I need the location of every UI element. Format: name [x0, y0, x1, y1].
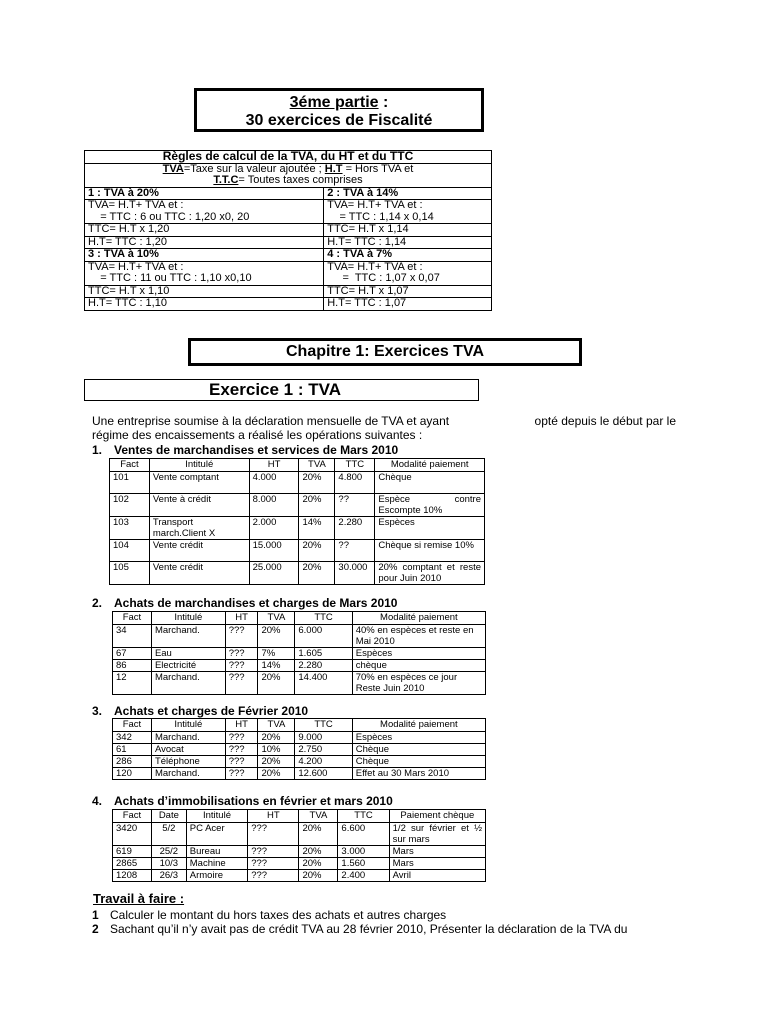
- section-1-title: Ventes de marchandises et services de Mars 2010: [114, 443, 399, 457]
- table-cell: 20% comptant et reste pour Juin 2010: [375, 562, 485, 585]
- table-cell: 6.000: [295, 625, 352, 648]
- table-cell: 2.280: [295, 660, 352, 672]
- table-cell: 105: [110, 562, 150, 585]
- rules-row: [85, 298, 492, 311]
- table-cell: 20%: [299, 823, 338, 846]
- def-tva-text: =Taxe sur la valeur ajoutée ;: [183, 162, 322, 175]
- column-header: Intitulé: [149, 459, 249, 472]
- table-cell: 20%: [299, 494, 335, 517]
- table-cell: 1208: [113, 870, 152, 882]
- table-cell: 1.560: [338, 858, 389, 870]
- table-cell: ???: [225, 756, 258, 768]
- intro-paragraph: [92, 414, 676, 442]
- table-cell: 2.280: [335, 517, 375, 540]
- rules-cell: H.T= TTC : 1,07: [324, 298, 492, 311]
- table-cell: 26/3: [151, 870, 186, 882]
- table-cell: 14%: [258, 660, 295, 672]
- column-header: TVA: [258, 719, 295, 732]
- purchases-march-table: [112, 611, 486, 695]
- table-cell: ???: [225, 660, 258, 672]
- table-row: [110, 517, 485, 540]
- table-row: [110, 562, 485, 585]
- rules-cell: TTC= H.T x 1,14: [324, 224, 492, 237]
- rules-row: [85, 200, 492, 224]
- table-cell: 2.750: [295, 744, 352, 756]
- column-header: TTC: [295, 612, 352, 625]
- table-row: [113, 732, 486, 744]
- rules-cell: TTC= H.T x 1,07: [324, 285, 492, 298]
- section-1-num: 1.: [92, 443, 103, 457]
- table-cell: Effet au 30 Mars 2010: [352, 768, 485, 780]
- rules-cell: H.T= TTC : 1,10: [85, 298, 324, 311]
- table-cell: 20%: [299, 870, 338, 882]
- table-cell: ??: [335, 540, 375, 562]
- table-cell: 15.000: [249, 540, 299, 562]
- intro-left: Une entreprise soumise à la déclaration mensuelle de TVA et ayant: [92, 414, 450, 428]
- column-header: Modalité paiement: [352, 612, 485, 625]
- table-cell: 103: [110, 517, 150, 540]
- section-4-heading: [92, 794, 393, 808]
- table-row: [113, 660, 486, 672]
- table-cell: Chèque si remise 10%: [375, 540, 485, 562]
- rules-definitions: [85, 163, 492, 187]
- column-header: HT: [248, 810, 299, 823]
- table-cell: 40% en espèces et reste en Mai 2010: [352, 625, 485, 648]
- table-cell: ???: [248, 870, 299, 882]
- table-cell: 20%: [299, 562, 335, 585]
- rules-block-head: [85, 187, 492, 200]
- task-1-num: 1: [92, 908, 99, 922]
- table-cell: ???: [248, 823, 299, 846]
- rules-cell: TVA= H.T+ TVA et : = TTC : 1,07 x 0,07: [324, 261, 492, 285]
- column-header: Date: [151, 810, 186, 823]
- rules-rate-head: 4 : TVA à 7%: [324, 249, 492, 262]
- table-row: [113, 756, 486, 768]
- rules-row: [85, 236, 492, 249]
- table-cell: ???: [248, 846, 299, 858]
- table-row: [113, 744, 486, 756]
- def-tva-abbr: TVA: [162, 162, 184, 175]
- table-cell: 286: [113, 756, 152, 768]
- table-cell: Bureau: [186, 846, 247, 858]
- column-header: TVA: [258, 612, 295, 625]
- table-cell: 10/3: [151, 858, 186, 870]
- table-cell: 3.000: [338, 846, 389, 858]
- table-cell: 342: [113, 732, 152, 744]
- table-row: [110, 494, 485, 517]
- table-cell: 1.605: [295, 648, 352, 660]
- table-cell: 12.600: [295, 768, 352, 780]
- rules-cell: H.T= TTC : 1,14: [324, 236, 492, 249]
- def-ht-text: = Hors TVA et: [342, 162, 414, 175]
- table-cell: Transport march.Client X: [149, 517, 249, 540]
- part-heading: [197, 94, 481, 112]
- part-suffix: :: [378, 94, 389, 111]
- table-row: [113, 625, 486, 648]
- rules-cell: TVA= H.T+ TVA et : = TTC : 1,14 x 0,14: [324, 200, 492, 224]
- table-cell: 4.200: [295, 756, 352, 768]
- task-2-num: 2: [92, 922, 99, 936]
- table-cell: 86: [113, 660, 152, 672]
- table-row: [113, 648, 486, 660]
- rules-title: Règles de calcul de la TVA, du HT et du TTC: [85, 151, 492, 164]
- column-header: HT: [225, 612, 258, 625]
- table-cell: 25.000: [249, 562, 299, 585]
- table-cell: ???: [225, 625, 258, 648]
- table-cell: Marchand.: [151, 625, 225, 648]
- table-row: [113, 846, 486, 858]
- table-cell: Machine: [186, 858, 247, 870]
- rules-cell: TVA= H.T+ TVA et : = TTC : 6 ou TTC : 1,20 x0, 20: [85, 200, 324, 224]
- table-cell: Avocat: [151, 744, 225, 756]
- section-1-heading: [92, 443, 398, 457]
- table-cell: 619: [113, 846, 152, 858]
- table-cell: 2865: [113, 858, 152, 870]
- table-cell: Mars: [389, 846, 485, 858]
- purchases-february-table: [112, 718, 486, 780]
- task-1-text: Calculer le montant du hors taxes des achats et autres charges: [110, 908, 447, 922]
- table-cell: 104: [110, 540, 150, 562]
- section-2-num: 2.: [92, 596, 103, 610]
- table-cell: Electricité: [151, 660, 225, 672]
- task-1: [92, 908, 446, 922]
- table-cell: Espèces: [352, 648, 485, 660]
- table-cell: 2.400: [338, 870, 389, 882]
- table-header-row: [110, 459, 485, 472]
- section-3-num: 3.: [92, 704, 103, 718]
- table-cell: Chèque: [352, 756, 485, 768]
- rules-rate-head: 1 : TVA à 20%: [85, 187, 324, 200]
- table-cell: 120: [113, 768, 152, 780]
- tva-rules-table: [84, 150, 492, 311]
- table-cell: 20%: [258, 672, 295, 695]
- sales-table: [109, 458, 485, 585]
- column-header: TTC: [295, 719, 352, 732]
- column-header: Fact: [113, 719, 152, 732]
- table-row: [113, 870, 486, 882]
- table-cell: 3420: [113, 823, 152, 846]
- intro-right: opté depuis le début par le: [534, 414, 676, 428]
- table-cell: Espèces: [375, 517, 485, 540]
- table-cell: ???: [225, 732, 258, 744]
- rules-row: [85, 261, 492, 285]
- column-header: Modalité paiement: [375, 459, 485, 472]
- rules-cell: TTC= H.T x 1,10: [85, 285, 324, 298]
- def-ttc-abbr: T.T.C: [213, 174, 239, 186]
- part-label: 3éme partie: [289, 94, 379, 111]
- table-cell: Chèque: [375, 472, 485, 494]
- rules-row: [85, 285, 492, 298]
- table-cell: 20%: [258, 732, 295, 744]
- table-cell: 20%: [299, 540, 335, 562]
- table-row: [113, 768, 486, 780]
- column-header: HT: [249, 459, 299, 472]
- table-cell: 20%: [299, 858, 338, 870]
- part-subtitle: 30 exercices de Fiscalité: [245, 112, 433, 129]
- table-cell: 67: [113, 648, 152, 660]
- section-2-heading: [92, 596, 397, 610]
- table-cell: 4.000: [249, 472, 299, 494]
- column-header: TVA: [299, 459, 335, 472]
- table-cell: 20%: [258, 756, 295, 768]
- table-cell: ???: [225, 672, 258, 695]
- column-header: TVA: [299, 810, 338, 823]
- task-2-text: Sachant qu’il n’y avait pas de crédit TVA au 28 février 2010, Présenter la déclaration de la TVA du: [110, 922, 628, 936]
- table-cell: 6.600: [338, 823, 389, 846]
- rules-block-head: [85, 249, 492, 262]
- rules-cell: TVA= H.T+ TVA et : = TTC : 11 ou TTC : 1,10 x0,10: [85, 261, 324, 285]
- part-title-box: [194, 88, 484, 132]
- table-cell: 8.000: [249, 494, 299, 517]
- table-cell: 2.000: [249, 517, 299, 540]
- section-2-title: Achats de marchandises et charges de Mars 2010: [114, 596, 398, 610]
- table-cell: Vente comptant: [149, 472, 249, 494]
- def-ht-abbr: H.T: [324, 162, 343, 175]
- table-header-row: [113, 612, 486, 625]
- table-row: [113, 823, 486, 846]
- table-cell: Chèque: [352, 744, 485, 756]
- table-cell: 12: [113, 672, 152, 695]
- rules-cell: H.T= TTC : 1,20: [85, 236, 324, 249]
- table-cell: 25/2: [151, 846, 186, 858]
- column-header: TTC: [335, 459, 375, 472]
- table-cell: Marchand.: [151, 768, 225, 780]
- table-cell: PC Acer: [186, 823, 247, 846]
- table-cell: ???: [248, 858, 299, 870]
- table-cell: 70% en espèces ce jour Reste Juin 2010: [352, 672, 485, 695]
- table-cell: 9.000: [295, 732, 352, 744]
- rules-cell: TTC= H.T x 1,20: [85, 224, 324, 237]
- task-2: [92, 922, 627, 936]
- column-header: Intitulé: [186, 810, 247, 823]
- table-cell: 4.800: [335, 472, 375, 494]
- table-cell: 20%: [299, 472, 335, 494]
- table-cell: Avril: [389, 870, 485, 882]
- section-4-title: Achats d’immobilisations en février et mars 2010: [114, 794, 393, 808]
- fixed-assets-table: [112, 809, 486, 882]
- column-header: Intitulé: [151, 719, 225, 732]
- column-header: TTC: [338, 810, 389, 823]
- table-row: [110, 540, 485, 562]
- section-4-num: 4.: [92, 794, 103, 808]
- table-cell: 30.000: [335, 562, 375, 585]
- table-cell: 14.400: [295, 672, 352, 695]
- column-header: Paiement chèque: [389, 810, 485, 823]
- table-cell: ???: [225, 648, 258, 660]
- table-cell: Vente crédit: [149, 540, 249, 562]
- table-header-row: [113, 810, 486, 823]
- table-cell: ???: [225, 768, 258, 780]
- exercise-title: Exercice 1 : TVA: [84, 379, 479, 401]
- table-cell: 20%: [299, 846, 338, 858]
- table-header-row: [113, 719, 486, 732]
- table-cell: chèque: [352, 660, 485, 672]
- intro-line2: régime des encaissements a réalisé les opérations suivantes :: [92, 428, 423, 442]
- column-header: Fact: [113, 810, 152, 823]
- table-cell: 7%: [258, 648, 295, 660]
- rules-rate-head: 2 : TVA à 14%: [324, 187, 492, 200]
- work-heading: Travail à faire :: [93, 891, 185, 906]
- table-cell: 101: [110, 472, 150, 494]
- column-header: Fact: [113, 612, 152, 625]
- table-cell: 5/2: [151, 823, 186, 846]
- table-row: [110, 472, 485, 494]
- table-cell: 20%: [258, 625, 295, 648]
- table-cell: 102: [110, 494, 150, 517]
- section-3-heading: [92, 704, 308, 718]
- table-cell: Téléphone: [151, 756, 225, 768]
- table-cell: 14%: [299, 517, 335, 540]
- def-ttc-text: = Toutes taxes comprises: [238, 174, 363, 186]
- table-cell: 1/2 sur février et ½ sur mars: [389, 823, 485, 846]
- table-cell: Espèces: [352, 732, 485, 744]
- table-cell: Marchand.: [151, 732, 225, 744]
- column-header: Fact: [110, 459, 150, 472]
- table-cell: Mars: [389, 858, 485, 870]
- section-3-title: Achats et charges de Février 2010: [114, 704, 309, 718]
- table-cell: Marchand.: [151, 672, 225, 695]
- table-cell: Armoire: [186, 870, 247, 882]
- table-cell: 10%: [258, 744, 295, 756]
- column-header: Modalité paiement: [352, 719, 485, 732]
- table-row: [113, 672, 486, 695]
- rules-rate-head: 3 : TVA à 10%: [85, 249, 324, 262]
- table-cell: 34: [113, 625, 152, 648]
- table-cell: 61: [113, 744, 152, 756]
- chapter-title: Chapitre 1: Exercices TVA: [188, 338, 582, 366]
- table-cell: Vente à crédit: [149, 494, 249, 517]
- table-cell: ???: [225, 744, 258, 756]
- column-header: HT: [225, 719, 258, 732]
- table-cell: 20%: [258, 768, 295, 780]
- rules-row: [85, 224, 492, 237]
- table-cell: Eau: [151, 648, 225, 660]
- table-cell: Espèce contre Escompte 10%: [375, 494, 485, 517]
- table-row: [113, 858, 486, 870]
- table-cell: Vente crédit: [149, 562, 249, 585]
- table-cell: ??: [335, 494, 375, 517]
- column-header: Intitulé: [151, 612, 225, 625]
